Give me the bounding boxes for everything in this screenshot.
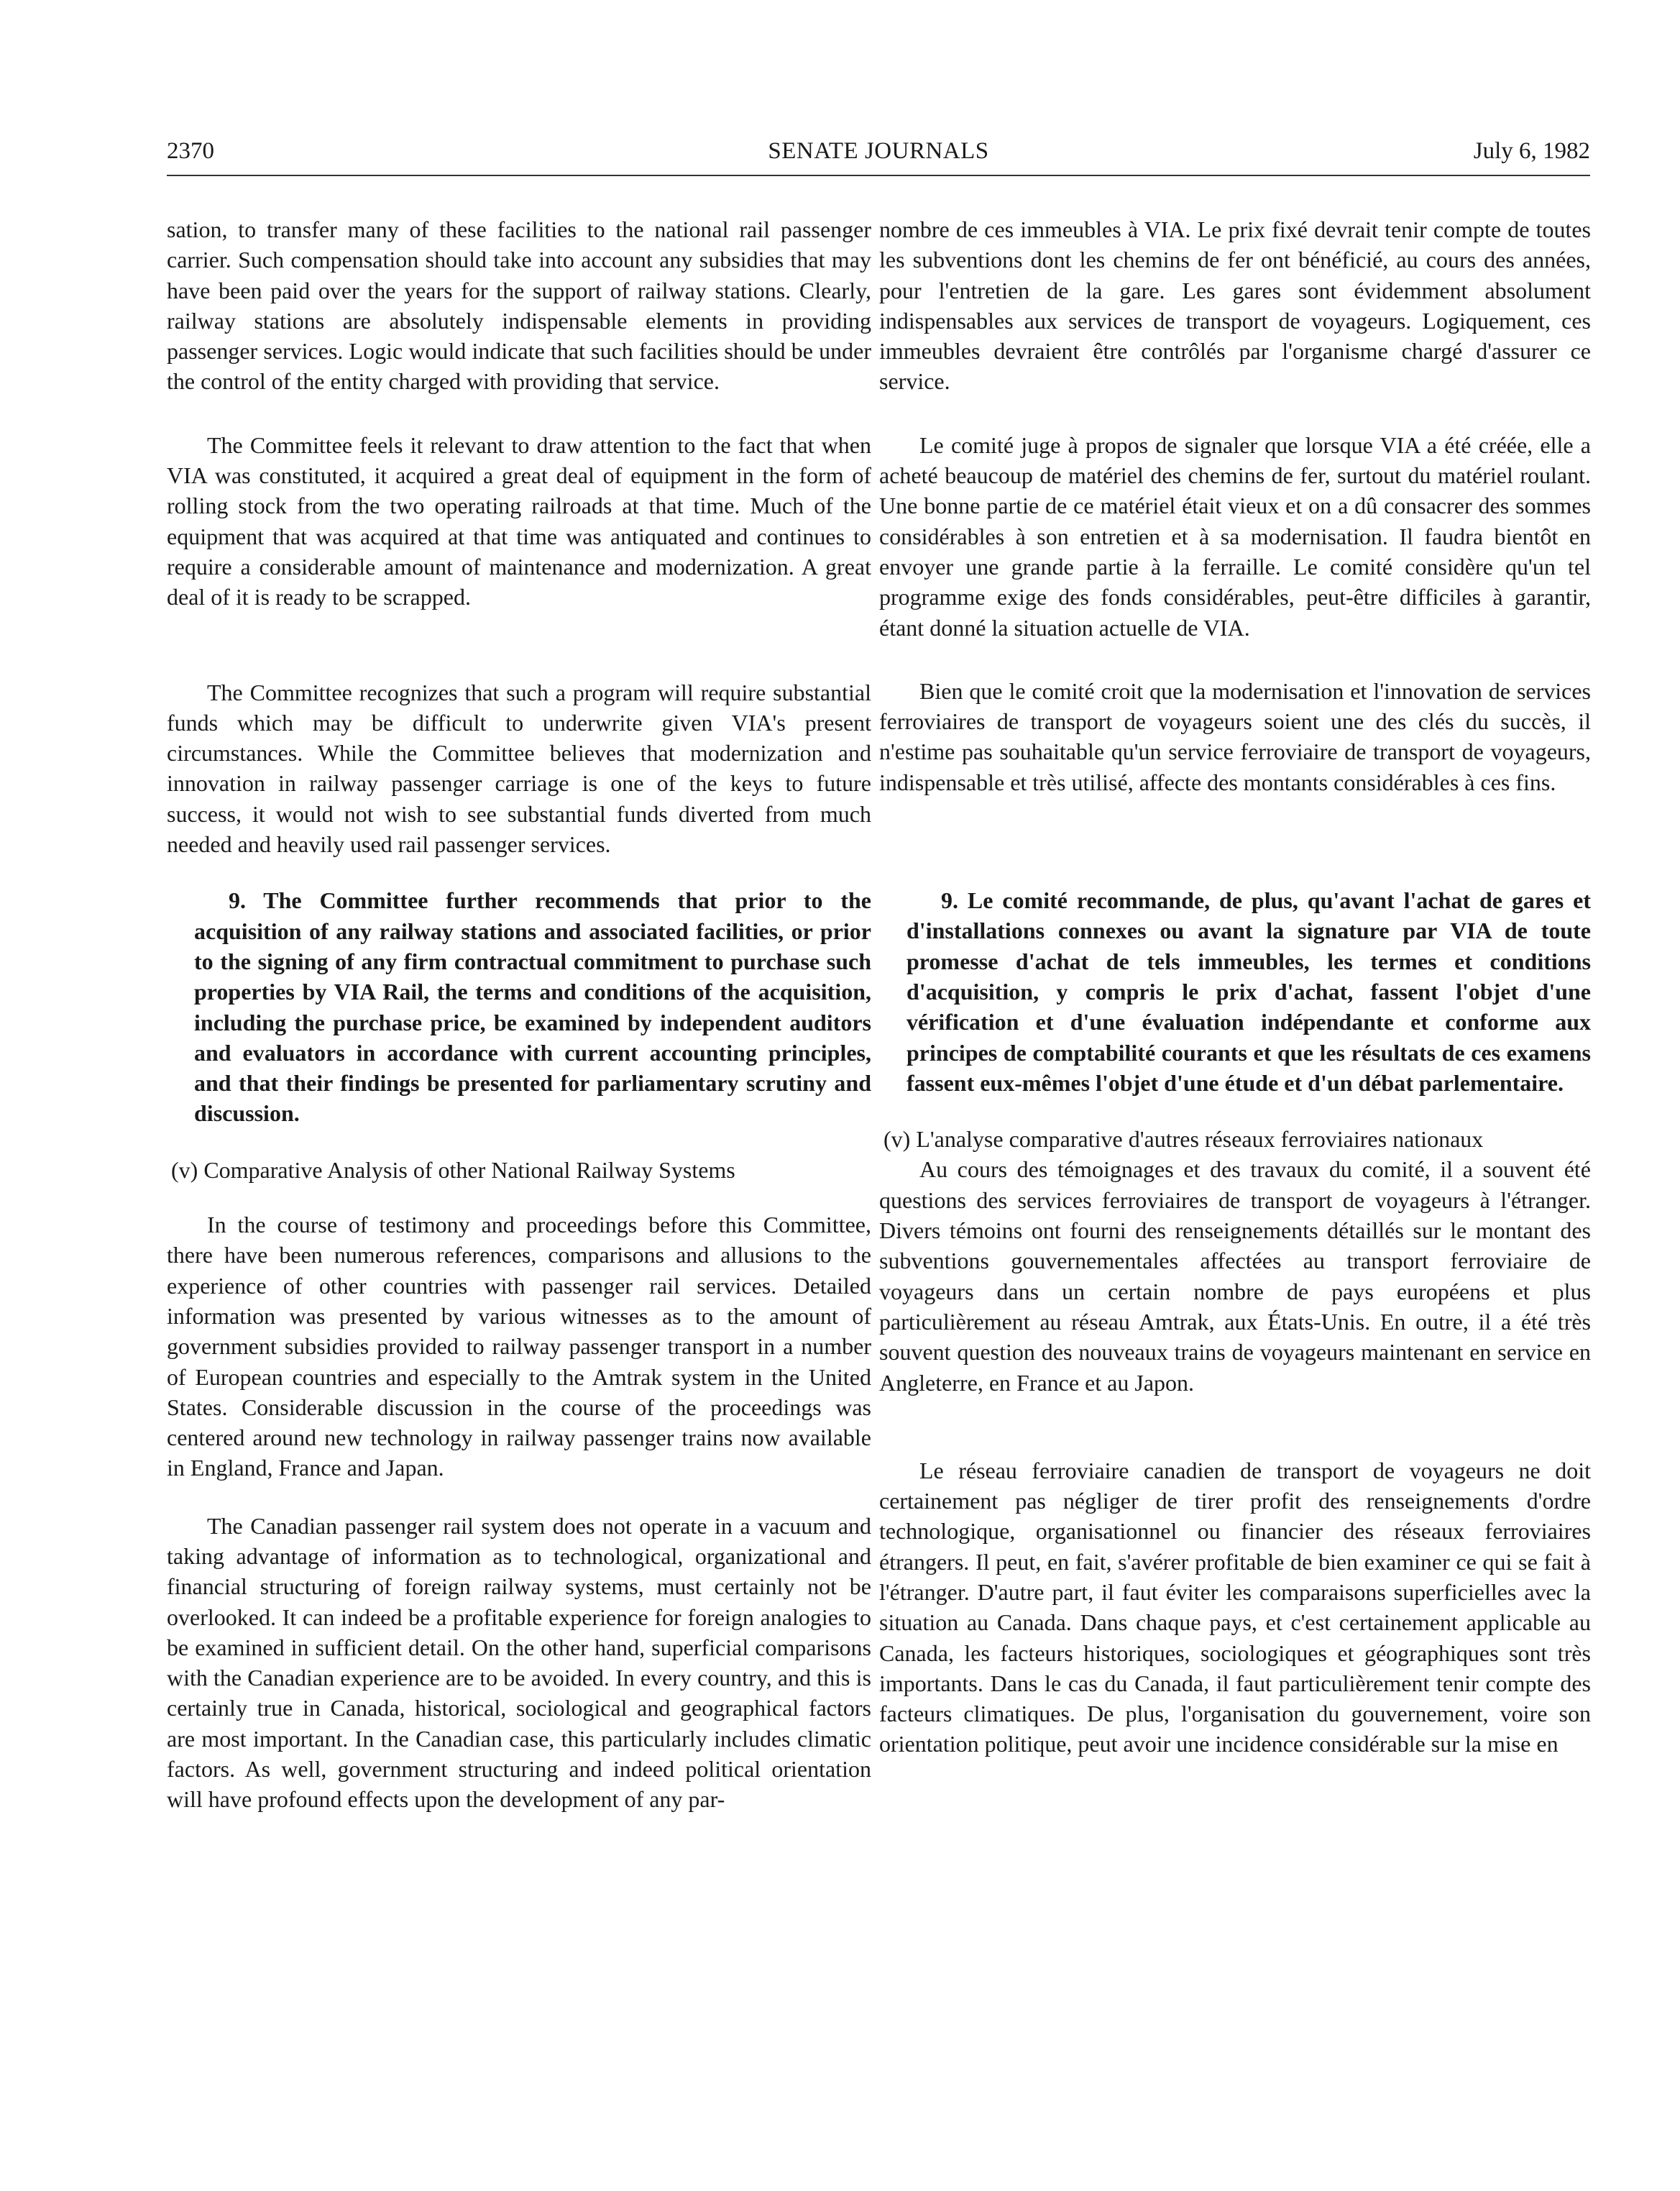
fr-paragraph-5: Le réseau ferroviaire canadien de transport de voyageurs ne doit certainement pas négliger de tirer profit des renseignements d'ordre technologique, organisationnel ou financier des réseaux ferroviaires étrangers. Il peut, en fait, s'avérer profitable de bien examiner ce qui se fait à l'étranger. D'autre part, il faut éviter les comparaisons superficielles avec la situation au Canada. Dans chaque pays, et c'est certainement applicable au Canada, les facteurs historiques, sociologiques et géographiques sont très importants. Dans le cas du Canada, il faut particulièrement tenir compte des facteurs climatiques. De plus, l'organisation du gouvernement, voire son orientation politique, peut avoir une incidence considérable sur la mise en (879, 1457, 1591, 1757)
fr-section-heading-v: (v) L'analyse comparative d'autres réseaux ferroviaires nationaux (883, 1126, 1484, 1153)
fr-paragraph-2: Le comité juge à propos de signaler que lorsque VIA a été créée, elle a acheté beaucoup de matériel des chemins de fer, surtout du matériel roulant. Une bonne partie de ce matériel était vieux et on a dû consacrer des sommes considérables à son entretien et à sa modernisation. Il faudra bientôt en envoyer une grande partie à la ferraille. Le comité considère qu'un tel programme exige des fonds considérables, peut-être difficiles à garantir, étant donné la situation actuelle de VIA. (879, 431, 1591, 641)
journal-date: July 6, 1982 (1473, 138, 1590, 164)
en-paragraph-3: The Committee recognizes that such a program will require substantial funds which may be difficult to underwrite given VIA's present circumstances. While the Committee believes that modernization and innovation in railway passenger carriage is one of the keys to future success, it would not wish to see substantial funds diverted from much needed and heavily used rail passenger services. (167, 679, 871, 858)
en-paragraph-2: The Committee feels it relevant to draw attention to the fact that when VIA was constituted, it acquired a great deal of equipment in the form of rolling stock from the two operating railroads at that time. Much of the equipment that was acquired at that time was antiquated and continues to require a considerable amount of maintenance and modernization. A great deal of it is ready to be scrapped. (167, 431, 871, 610)
en-section-heading-v: (v) Comparative Analysis of other National Railway Systems (171, 1156, 735, 1183)
fr-recommendation-9: 9. Le comité recommande, de plus, qu'avant l'achat de gares et d'installations connexes ou avant la signature par VIA de toute promesse d'achat de tels immeubles, les termes et conditions d'acquisition, y compris le prix d'achat, fassent l'objet d'une vérification et d'une évaluation indépendante et conforme aux principes de comptabilité courants et que les résultats de ces examens fassent eux-mêmes l'objet d'une étude et d'un débat parlementaire. (906, 887, 1591, 1096)
fr-paragraph-4: Au cours des témoignages et des travaux du comité, il a souvent été questions des services ferroviaires de transport de voyageurs à l'étranger. Divers témoins ont fourni des renseignements détaillés sur le montant des subventions gouvernementales affectées au transport ferroviaire de voyageurs dans un certain nombre de pays européens et plus particulièrement au réseau Amtrak, aux États-Unis. En outre, il a été très souvent question des nouveaux trains de voyageurs maintenant en service en Angleterre, en France et au Japon. (879, 1156, 1591, 1396)
page-number: 2370 (167, 138, 214, 164)
en-paragraph-4: In the course of testimony and proceedings before this Committee, there have been numerous references, comparisons and allusions to the experience of other countries with passenger rail services. Detailed information was presented by various witnesses as to the amount of government subsidies provided to railway passenger transport in a number of European countries and especially to the Amtrak system in the United States. Considerable discussion in the course of the proceedings was centered around new technology in railway passenger trains now available in England, France and Japan. (167, 1212, 871, 1481)
en-paragraph-1: sation, to transfer many of these facilities to the national rail passenger carrier. Such compensation should take into account any subsidies that may have been paid over the years for the support of railway stations. Clearly, railway stations are absolutely indispensable elements in providing passenger services. Logic would indicate that such facilities should be under the control of the entity charged with providing that service. (167, 216, 871, 395)
journal-title: SENATE JOURNALS (768, 138, 989, 164)
page-header (167, 137, 1590, 175)
en-recommendation-9: 9. The Committee further recommends that prior to the acquisition of any railway stations and associated facilities, or prior to the signing of any firm contractual commitment to purchase such properties by VIA Rail, the terms and conditions of the acquisition, including the purchase price, be examined by independent auditors and evaluators in accordance with current accounting principles, and that their findings be presented for parliamentary scrutiny and discussion. (194, 887, 871, 1127)
french-column (879, 214, 1591, 1760)
en-paragraph-5: The Canadian passenger rail system does not operate in a vacuum and taking advantage of information as to technological, organizational and financial structuring of foreign railway systems, must certainly not be overlooked. It can indeed be a profitable experience for foreign analogies to be examined in sufficient detail. On the other hand, superficial comparisons with the Canadian experience are to be avoided. In every country, and this is certainly true in Canada, historical, sociological and geographical factors are most important. In the Canadian case, this particularly includes climatic factors. As well, government structuring and indeed political orientation will have profound effects upon the development of any par- (167, 1512, 871, 1813)
fr-paragraph-1: nombre de ces immeubles à VIA. Le prix fixé devrait tenir compte de toutes les subventions dont les chemins de fer ont bénéficié, au cours des années, pour l'entretien de la gare. Les gares sont évidemment absolument indispensables aux services de transport de voyageurs. Logiquement, ces immeubles devraient être contrôlés par l'organisme chargé d'assurer ce service. (879, 216, 1591, 395)
header-rule (167, 175, 1590, 176)
english-column (167, 214, 871, 1815)
fr-paragraph-3: Bien que le comité croit que la modernisation et l'innovation de services ferroviaires de transport de voyageurs soient une des clés du succès, il n'estime pas souhaitable qu'un service ferroviaire de transport de voyageurs, indispensable et très utilisé, affecte des montants considérables à ces fins. (879, 677, 1591, 795)
